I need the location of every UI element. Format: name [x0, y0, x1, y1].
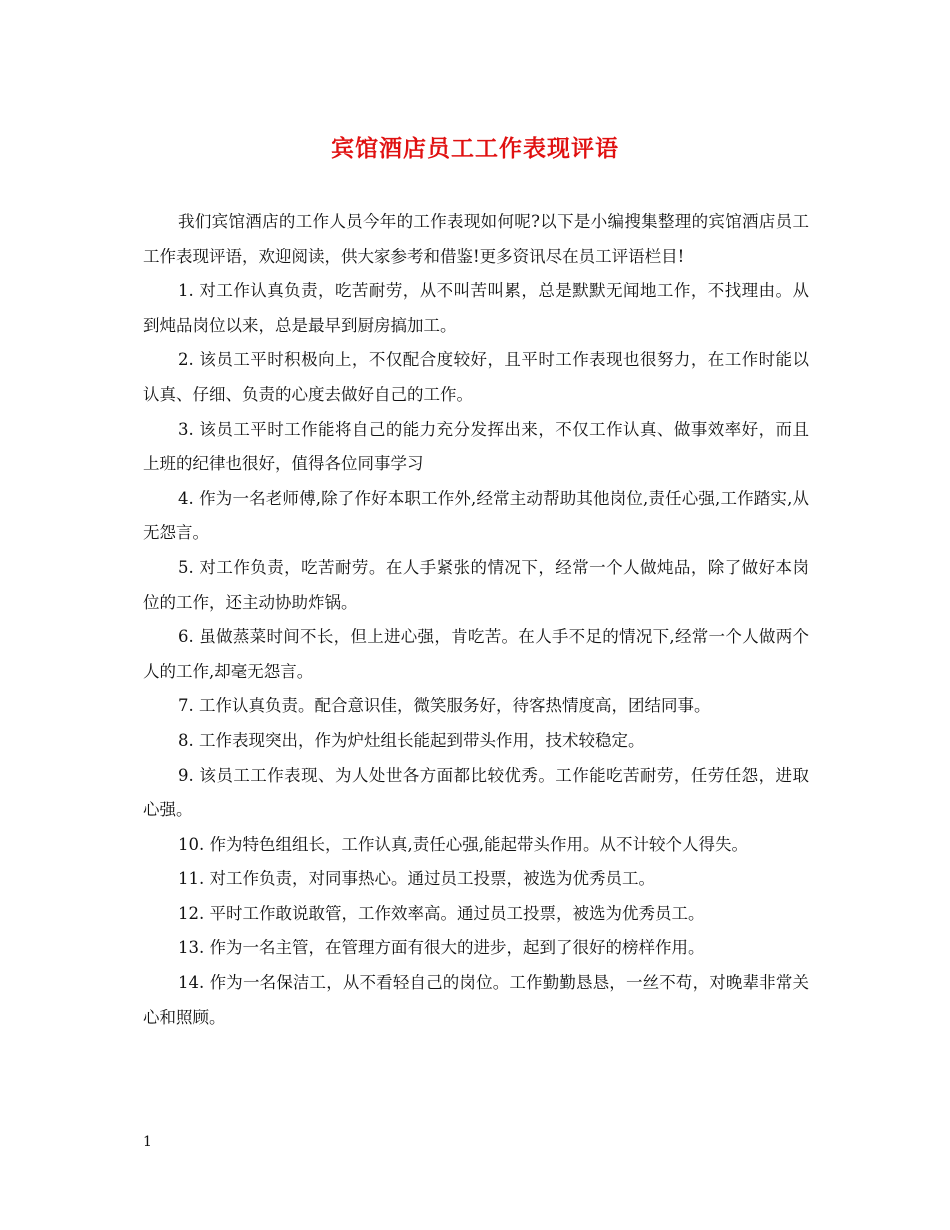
page-number: 1: [143, 1134, 152, 1150]
list-item: 12. 平时工作敢说敢管，工作效率高。通过员工投票，被选为优秀员工。: [178, 903, 705, 923]
list-item: 9. 该员工工作表现、为人处世各方面都比较优秀。工作能吃苦耐劳，任劳任怨，进取心强。: [143, 765, 809, 820]
list-item: 7. 工作认真负责。配合意识佳，微笑服务好，待客热情度高，团结同事。: [178, 696, 711, 716]
intro-paragraph: 我们宾馆酒店的工作人员今年的工作表现如何呢?以下是小编搜集整理的宾馆酒店员工工作表现评语，欢迎阅读，供大家参考和借鉴!更多资讯尽在员工评语栏目!: [143, 212, 809, 266]
document-title: 宾馆酒店员工工作表现评语: [331, 135, 619, 162]
list-item: 3. 该员工平时工作能将自己的能力充分发挥出来，不仅工作认真、做事效率好，而且上班的纪律也很好，值得各位同事学习: [143, 419, 809, 474]
list-item: 5. 对工作负责，吃苦耐劳。在人手紧张的情况下，经常一个人做炖品，除了做好本岗位的工作，还主动协助炸锅。: [143, 557, 809, 612]
list-item: 13. 作为一名主管，在管理方面有很大的进步，起到了很好的榜样作用。: [178, 938, 705, 958]
list-item: 1. 对工作认真负责，吃苦耐劳，从不叫苦叫累，总是默默无闻地工作，不找理由。从到炖品岗位以来，总是最早到厨房搞加工。: [143, 281, 809, 335]
document-body: [143, 205, 809, 1035]
list-item: 4. 作为一名老师傅,除了作好本职工作外,经常主动帮助其他岗位,责任心强,工作踏实,从无怨言。: [143, 488, 809, 543]
list-item: 8. 工作表现突出，作为炉灶组长能起到带头作用，技术较稳定。: [178, 730, 645, 750]
list-item: 6. 虽做蒸菜时间不长，但上进心强，肯吃苦。在人手不足的情况下,经常一个人做两个人的工作,却毫无怨言。: [143, 627, 809, 681]
list-item: 11. 对工作负责，对同事热心。通过员工投票，被选为优秀员工。: [178, 869, 655, 889]
list-item: 2. 该员工平时积极向上，不仅配合度较好，且平时工作表现也很努力，在工作时能以认真、仔细、负责的心度去做好自己的工作。: [143, 350, 809, 404]
list-item: 10. 作为特色组组长，工作认真,责任心强,能起带头作用。从不计较个人得失。: [178, 834, 748, 854]
list-item: 14. 作为一名保洁工，从不看轻自己的岗位。工作勤勤恳恳，一丝不苟，对晚辈非常关心和照顾。: [143, 973, 809, 1027]
